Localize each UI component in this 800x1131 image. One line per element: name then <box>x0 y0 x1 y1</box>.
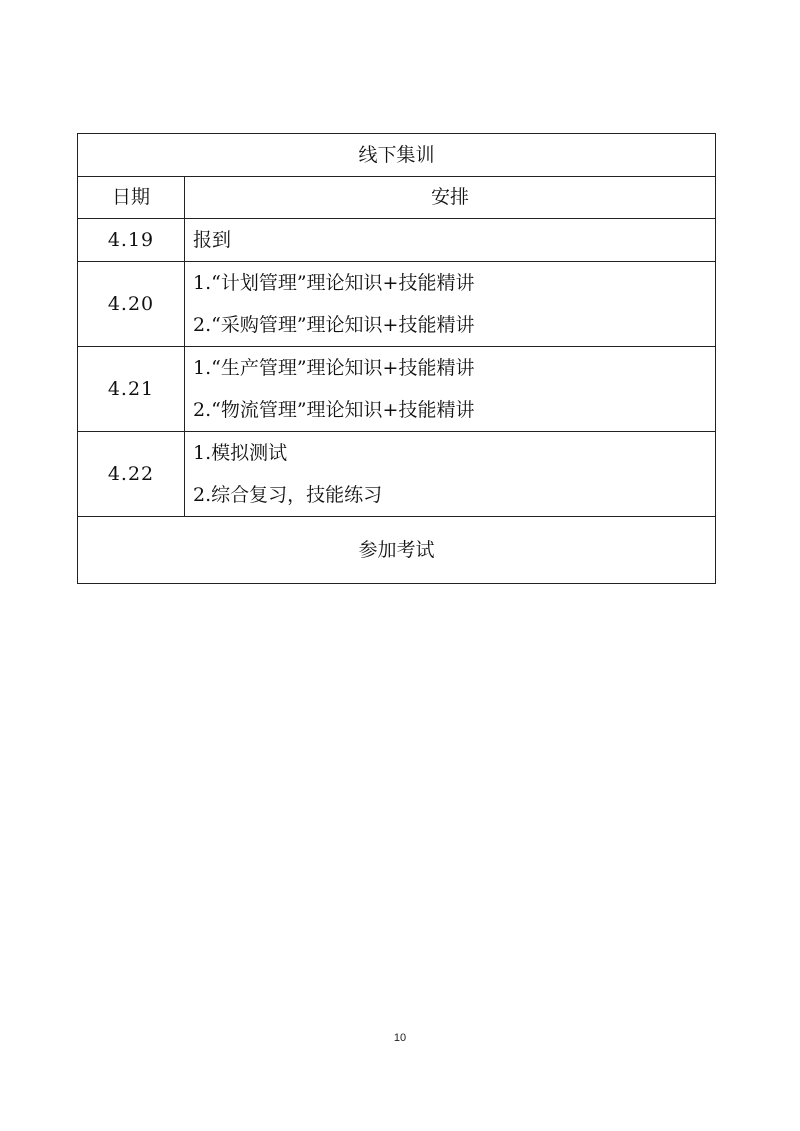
table-row <box>78 432 716 517</box>
table-title: 线下集训 <box>78 134 716 177</box>
arrangement-cell <box>185 432 716 517</box>
table-row <box>78 262 716 347</box>
header-arrangement: 安排 <box>185 177 716 219</box>
training-schedule-table <box>77 133 716 584</box>
table-footer: 参加考试 <box>78 517 716 584</box>
page-number: 10 <box>393 1032 407 1044</box>
arrangement-cell <box>185 262 716 347</box>
date-cell: 4.19 <box>78 219 185 262</box>
arrangement-item: 2.“采购管理”理论知识+技能精讲 <box>193 314 475 336</box>
title-row <box>78 134 716 177</box>
header-date: 日期 <box>78 177 185 219</box>
arrangement-item: 报到 <box>193 229 232 251</box>
arrangement-cell <box>185 219 716 262</box>
arrangement-cell <box>185 347 716 432</box>
date-cell: 4.20 <box>78 262 185 347</box>
date-cell: 4.21 <box>78 347 185 432</box>
footer-row <box>78 517 716 584</box>
arrangement-item: 1.模拟测试 <box>193 442 288 464</box>
header-row <box>78 177 716 219</box>
arrangement-item: 2.“物流管理”理论知识+技能精讲 <box>193 399 475 421</box>
arrangement-item: 1.“计划管理”理论知识+技能精讲 <box>193 272 475 294</box>
arrangement-item: 1.“生产管理”理论知识+技能精讲 <box>193 357 475 379</box>
date-cell: 4.22 <box>78 432 185 517</box>
table-row <box>78 347 716 432</box>
arrangement-item: 2.综合复习，技能练习 <box>193 484 383 506</box>
table-row <box>78 219 716 262</box>
